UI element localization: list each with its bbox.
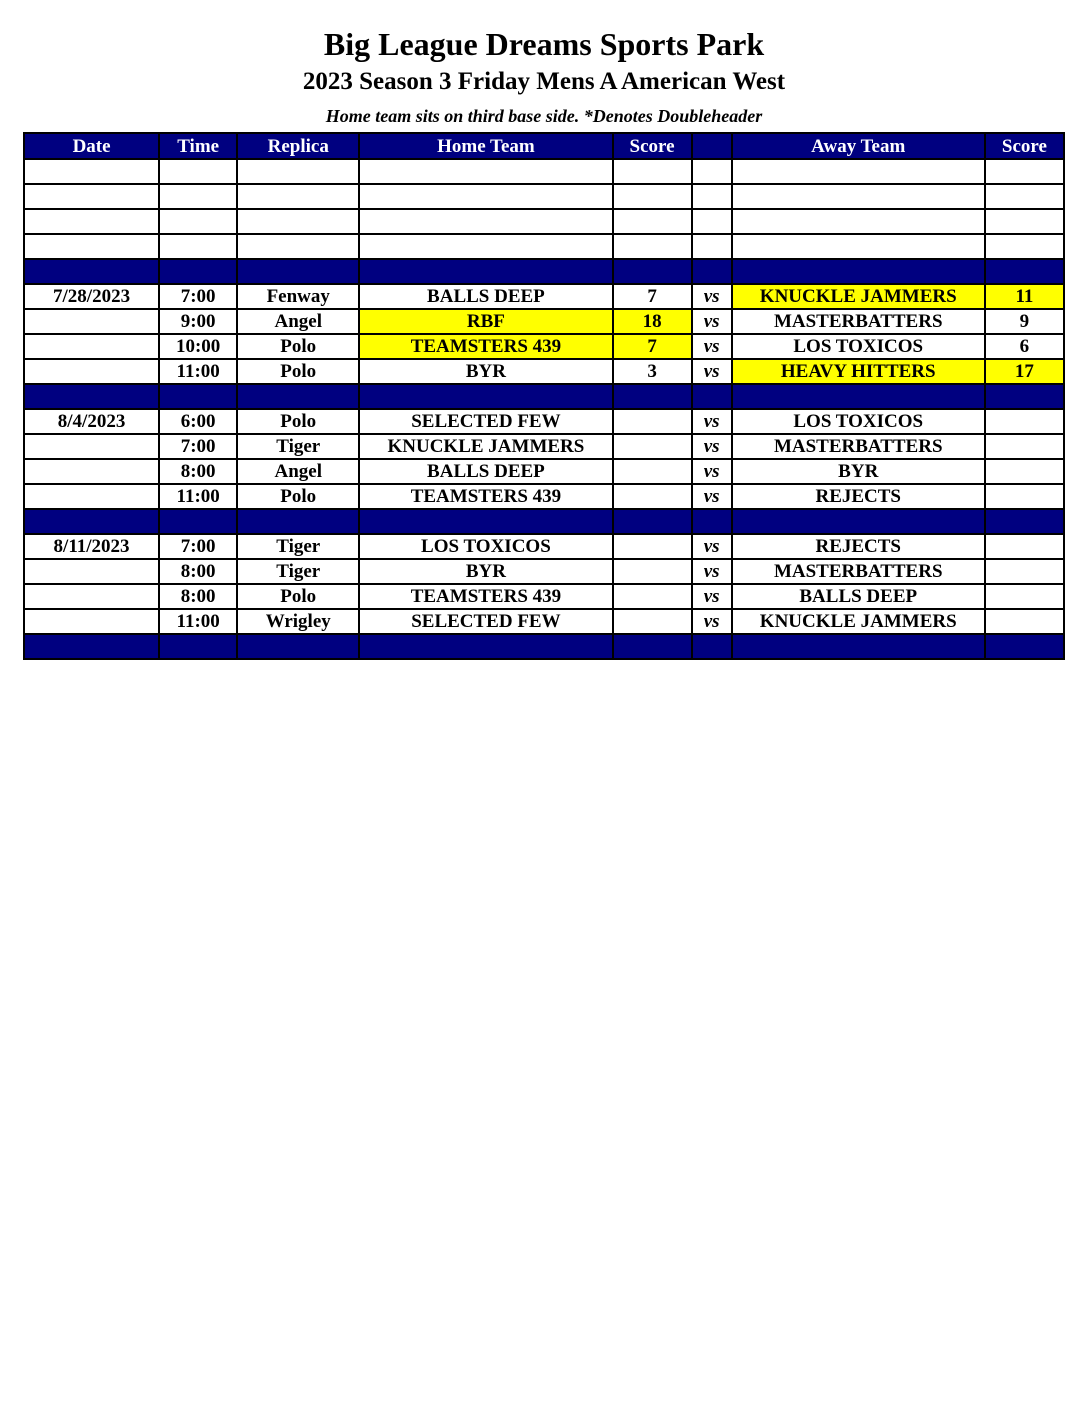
game-time: 10:00	[159, 334, 237, 359]
away-team: LOS TOXICOS	[732, 409, 985, 434]
separator-cell	[985, 634, 1064, 659]
game-date-empty	[24, 434, 159, 459]
separator-cell	[359, 259, 612, 284]
away-team: BYR	[732, 459, 985, 484]
separator-cell	[692, 634, 732, 659]
game-time: 7:00	[159, 434, 237, 459]
separator-cell	[159, 259, 237, 284]
page-title: Big League Dreams Sports Park	[323, 26, 765, 62]
away-team: MASTERBATTERS	[732, 559, 985, 584]
column-header-vs	[692, 133, 732, 159]
vs-label: vs	[692, 359, 732, 384]
away-score	[985, 409, 1064, 434]
separator-cell	[732, 509, 985, 534]
empty-row	[24, 159, 1064, 184]
vs-label: vs	[692, 459, 732, 484]
vs-label: vs	[692, 434, 732, 459]
separator-cell	[24, 634, 159, 659]
home-score	[613, 609, 692, 634]
separator-cell	[24, 509, 159, 534]
game-date-empty	[24, 309, 159, 334]
game-row	[24, 609, 1064, 634]
column-header-away-score: Score	[985, 133, 1064, 159]
game-row	[24, 334, 1064, 359]
separator-cell	[159, 384, 237, 409]
separator-cell	[985, 509, 1064, 534]
game-date: 8/4/2023	[24, 409, 159, 434]
game-replica: Tiger	[237, 434, 359, 459]
vs-label: vs	[692, 534, 732, 559]
column-header-home-team: Home Team	[359, 133, 612, 159]
separator-cell	[692, 384, 732, 409]
game-row	[24, 309, 1064, 334]
column-header-replica: Replica	[237, 133, 359, 159]
game-row	[24, 459, 1064, 484]
away-score: 9	[985, 309, 1064, 334]
game-replica: Polo	[237, 359, 359, 384]
home-team: BYR	[359, 559, 612, 584]
vs-label: vs	[692, 584, 732, 609]
game-replica: Tiger	[237, 534, 359, 559]
game-replica: Wrigley	[237, 609, 359, 634]
empty-row	[24, 209, 1064, 234]
separator-row	[24, 259, 1064, 284]
game-replica: Angel	[237, 309, 359, 334]
home-team: RBF	[359, 309, 612, 334]
away-team: HEAVY HITTERS	[732, 359, 985, 384]
home-team: TEAMSTERS 439	[359, 334, 612, 359]
separator-cell	[692, 259, 732, 284]
column-header-away-team: Away Team	[732, 133, 985, 159]
away-score: 17	[985, 359, 1064, 384]
separator-cell	[732, 384, 985, 409]
game-row	[24, 284, 1064, 309]
game-replica: Polo	[237, 484, 359, 509]
separator-cell	[237, 634, 359, 659]
separator-cell	[359, 634, 612, 659]
home-team: KNUCKLE JAMMERS	[359, 434, 612, 459]
home-score: 7	[613, 334, 692, 359]
separator-cell	[985, 259, 1064, 284]
separator-cell	[24, 259, 159, 284]
separator-row	[24, 384, 1064, 409]
vs-label: vs	[692, 309, 732, 334]
home-team: BALLS DEEP	[359, 284, 612, 309]
away-team: REJECTS	[732, 484, 985, 509]
home-team: BALLS DEEP	[359, 459, 612, 484]
separator-cell	[732, 259, 985, 284]
game-row	[24, 534, 1064, 559]
away-team: MASTERBATTERS	[732, 309, 985, 334]
home-score: 7	[613, 284, 692, 309]
game-time: 9:00	[159, 309, 237, 334]
game-date-empty	[24, 334, 159, 359]
away-score: 6	[985, 334, 1064, 359]
home-score: 3	[613, 359, 692, 384]
game-replica: Fenway	[237, 284, 359, 309]
separator-cell	[613, 509, 692, 534]
game-date-empty	[24, 584, 159, 609]
separator-cell	[613, 384, 692, 409]
game-time: 8:00	[159, 459, 237, 484]
vs-label: vs	[692, 334, 732, 359]
game-row	[24, 484, 1064, 509]
home-team: LOS TOXICOS	[359, 534, 612, 559]
game-replica: Tiger	[237, 559, 359, 584]
vs-label: vs	[692, 484, 732, 509]
game-row	[24, 584, 1064, 609]
separator-cell	[985, 384, 1064, 409]
vs-label: vs	[692, 284, 732, 309]
game-date-empty	[24, 484, 159, 509]
separator-cell	[732, 634, 985, 659]
game-replica: Polo	[237, 334, 359, 359]
game-row	[24, 559, 1064, 584]
home-score	[613, 534, 692, 559]
home-score	[613, 584, 692, 609]
game-date-empty	[24, 609, 159, 634]
away-team: MASTERBATTERS	[732, 434, 985, 459]
away-score	[985, 534, 1064, 559]
home-score: 18	[613, 309, 692, 334]
home-score	[613, 459, 692, 484]
away-team: BALLS DEEP	[732, 584, 985, 609]
schedule-table	[23, 132, 1065, 660]
away-score	[985, 609, 1064, 634]
header-row	[24, 133, 1064, 159]
home-score	[613, 434, 692, 459]
separator-cell	[692, 509, 732, 534]
home-team: SELECTED FEW	[359, 609, 612, 634]
away-score	[985, 559, 1064, 584]
separator-cell	[237, 384, 359, 409]
game-date-empty	[24, 559, 159, 584]
empty-row	[24, 234, 1064, 259]
away-team: LOS TOXICOS	[732, 334, 985, 359]
game-time: 11:00	[159, 609, 237, 634]
away-score	[985, 484, 1064, 509]
empty-row	[24, 184, 1064, 209]
separator-row	[24, 634, 1064, 659]
game-date-empty	[24, 359, 159, 384]
home-score	[613, 409, 692, 434]
away-score: 11	[985, 284, 1064, 309]
vs-label: vs	[692, 609, 732, 634]
game-time: 7:00	[159, 534, 237, 559]
game-time: 8:00	[159, 584, 237, 609]
separator-cell	[24, 384, 159, 409]
game-date: 8/11/2023	[24, 534, 159, 559]
game-replica: Polo	[237, 584, 359, 609]
separator-cell	[159, 509, 237, 534]
game-date-empty	[24, 459, 159, 484]
away-team: KNUCKLE JAMMERS	[732, 609, 985, 634]
home-team: BYR	[359, 359, 612, 384]
game-time: 8:00	[159, 559, 237, 584]
away-score	[985, 434, 1064, 459]
game-replica: Polo	[237, 409, 359, 434]
schedule-body	[24, 159, 1064, 659]
game-time: 11:00	[159, 484, 237, 509]
vs-label: vs	[692, 409, 732, 434]
game-time: 7:00	[159, 284, 237, 309]
separator-row	[24, 509, 1064, 534]
game-time: 11:00	[159, 359, 237, 384]
home-score	[613, 484, 692, 509]
away-team: REJECTS	[732, 534, 985, 559]
home-team: TEAMSTERS 439	[359, 484, 612, 509]
vs-label: vs	[692, 559, 732, 584]
separator-cell	[359, 509, 612, 534]
away-score	[985, 459, 1064, 484]
game-date: 7/28/2023	[24, 284, 159, 309]
game-row	[24, 409, 1064, 434]
separator-cell	[613, 634, 692, 659]
separator-cell	[159, 634, 237, 659]
home-score	[613, 559, 692, 584]
separator-cell	[613, 259, 692, 284]
away-team: KNUCKLE JAMMERS	[732, 284, 985, 309]
separator-cell	[359, 384, 612, 409]
column-header-home-score: Score	[613, 133, 692, 159]
page-note: Home team sits on third base side. *Denotes Doubleheader	[325, 106, 763, 126]
home-team: SELECTED FEW	[359, 409, 612, 434]
game-time: 6:00	[159, 409, 237, 434]
separator-cell	[237, 509, 359, 534]
home-team: TEAMSTERS 439	[359, 584, 612, 609]
separator-cell	[237, 259, 359, 284]
game-row	[24, 434, 1064, 459]
column-header-date: Date	[24, 133, 159, 159]
away-score	[985, 584, 1064, 609]
game-replica: Angel	[237, 459, 359, 484]
page-subtitle: 2023 Season 3 Friday Mens A American West	[302, 68, 786, 95]
column-header-time: Time	[159, 133, 237, 159]
game-row	[24, 359, 1064, 384]
